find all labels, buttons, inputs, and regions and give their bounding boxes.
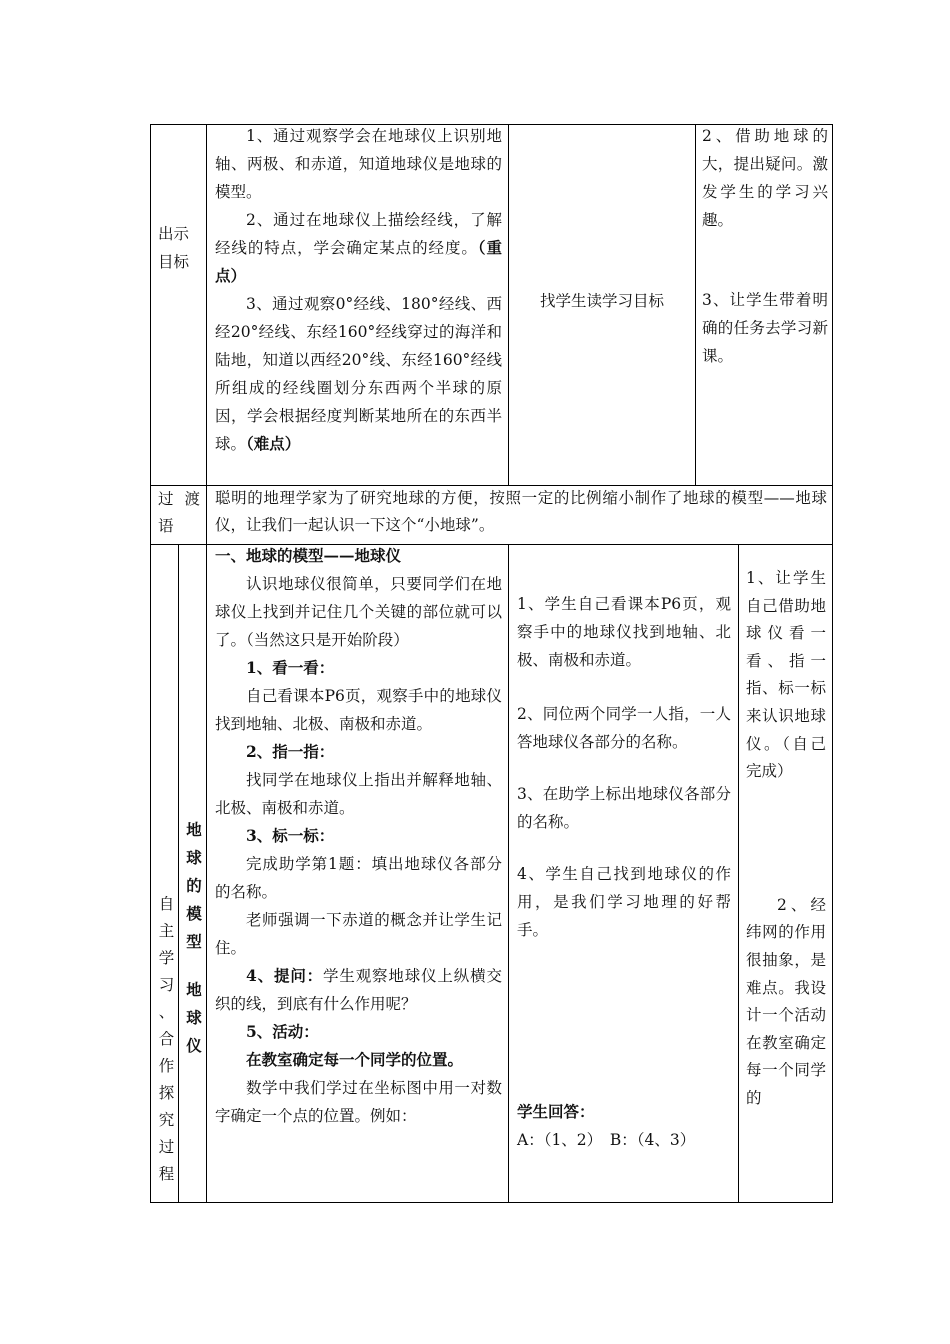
step-4-title: 4、提问：	[246, 966, 324, 985]
step-5-activity: 在教室确定每一个同学的位置。	[246, 1050, 464, 1069]
table-border-bottom	[150, 1202, 833, 1203]
stage-char: 、	[158, 1003, 175, 1021]
table-border-left	[150, 124, 151, 1203]
step-1-text: 自己看课本P6页，观察手中的地球仪找到地轴、北极、南极和赤道。	[215, 687, 502, 733]
topic-char: 球	[186, 848, 202, 867]
stage-char: 探	[158, 1084, 175, 1102]
row3-student	[517, 590, 731, 1154]
topic-char: 地	[186, 980, 202, 999]
step-3-title: 3、标一标：	[246, 826, 335, 845]
student-activity-4: 4、学生自己找到地球仪的作用，是我们学习地理的好帮手。	[517, 865, 731, 939]
objective-3	[215, 290, 502, 458]
row3-intent-1: 1、让学生自己借助地球仪看一看、指一指、标一标来认识地球仪。（自己完成）	[746, 569, 826, 781]
row3-intent-2: 2、经纬网的作用很抽象，是难点。我设计一个活动在教室确定每一个同学的	[746, 895, 826, 1107]
stage-char: 自	[158, 895, 175, 913]
step-3-text: 完成助学第1题：填出地球仪各部分的名称。	[215, 855, 502, 901]
row1-label-text: 出示目标	[158, 225, 190, 271]
row2-label	[158, 486, 203, 540]
row3-intent	[746, 565, 826, 1113]
objective-2-text: 2、通过在地球仪上描绘经线，了解经线的特点，学会确定某点的经度。	[215, 211, 502, 257]
row1-intent-2: 3、让学生带着明确的任务去学习新课。	[702, 291, 828, 365]
step-2-text: 找同学在地球仪上指出并解释地轴、北极、南极和赤道。	[215, 771, 502, 817]
step-3-note: 老师强调一下赤道的概念并让学生记住。	[215, 911, 502, 957]
student-answer-label: 学生回答：	[517, 1102, 595, 1121]
row2-content	[215, 485, 827, 539]
stage-char: 习	[158, 976, 175, 994]
topic-char: 型	[186, 932, 202, 951]
step-2-title: 2、指一指：	[246, 742, 335, 761]
row2-label-char: 语	[158, 517, 174, 535]
topic-char: 仪	[186, 1036, 202, 1055]
row2-label-char: 过	[158, 490, 174, 508]
objective-3-key: （难点）	[246, 434, 301, 453]
topic-char: 的	[186, 876, 202, 895]
stage-char: 学	[158, 949, 175, 967]
row3-topic-label	[182, 816, 206, 1060]
row3-stage-label	[154, 891, 179, 1188]
step-5-title: 5、活动：	[246, 1022, 319, 1041]
objective-3-text: 3、通过观察0°经线、180°经线、西经20°经线、东经160°经线穿过的海洋和陆地，知道以西经20°线、东经160°经线所组成的经线圈划分东西两个半球的原因，学会根据经度判断某地所在的东西半球。	[215, 295, 502, 453]
transition-text: 聪明的地理学家为了研究地球的方便，按照一定的比例缩小制作了地球的模型——地球仪，让我们一起认识一下这个“小地球”。	[215, 489, 827, 534]
stage-char: 究	[158, 1111, 175, 1129]
student-answer: A：（1、2） B：（4、3）	[517, 1131, 696, 1149]
row1-intent-1: 2、借助地球的大，提出疑问。激发学生的学习兴趣。	[702, 127, 828, 229]
table-border-right	[832, 124, 833, 1203]
col-divider-student-row3	[508, 544, 509, 1202]
row1-student-text: 找学生读学习目标	[539, 292, 664, 310]
row1-label	[158, 220, 198, 276]
stage-char: 程	[158, 1165, 175, 1183]
stage-char: 过	[158, 1138, 175, 1156]
row2-label-char: 渡	[184, 490, 200, 508]
objective-2	[215, 206, 502, 290]
student-activity-3: 3、在助学上标出地球仪各部分的名称。	[517, 785, 731, 831]
section-intro: 认识地球仪很简单，只要同学们在地球仪上找到并记住几个关键的部位就可以了。（当然这只是开始阶段）	[215, 575, 502, 649]
col-divider-label	[206, 124, 207, 1203]
stage-char: 合	[158, 1030, 175, 1048]
topic-char: 球	[186, 1008, 202, 1027]
step-4	[215, 962, 502, 1018]
col-divider-intent-row3	[738, 544, 739, 1202]
step-4-text: 学生观察地球仪上纵横交织的线，到底有什么作用呢？	[215, 967, 502, 1013]
row1-intent	[702, 122, 828, 370]
col-divider-intent-row1	[695, 124, 696, 485]
student-activity-2: 2、同位两个同学一人指，一人答地球仪各部分的名称。	[517, 705, 731, 751]
step-1-title: 1、看一看：	[246, 658, 335, 677]
stage-char: 作	[158, 1057, 175, 1075]
topic-char: 地	[186, 820, 202, 839]
topic-char: 模	[186, 904, 202, 923]
row3-content	[215, 542, 502, 1130]
section-heading: 一、地球的模型——地球仪	[215, 546, 402, 565]
objective-2-key: （重点）	[215, 238, 502, 285]
stage-char: 主	[158, 922, 175, 940]
objective-1: 1、通过观察学会在地球仪上识别地轴、两极、和赤道，知道地球仪是地球的模型。	[215, 127, 502, 201]
student-activity-1: 1、学生自己看课本P6页，观察手中的地球仪找到地轴、北极、南极和赤道。	[517, 595, 731, 669]
row1-content	[215, 122, 502, 458]
step-5-text: 数学中我们学过在坐标图中用一对数字确定一个点的位置。例如：	[215, 1079, 502, 1125]
row1-student	[509, 287, 695, 315]
